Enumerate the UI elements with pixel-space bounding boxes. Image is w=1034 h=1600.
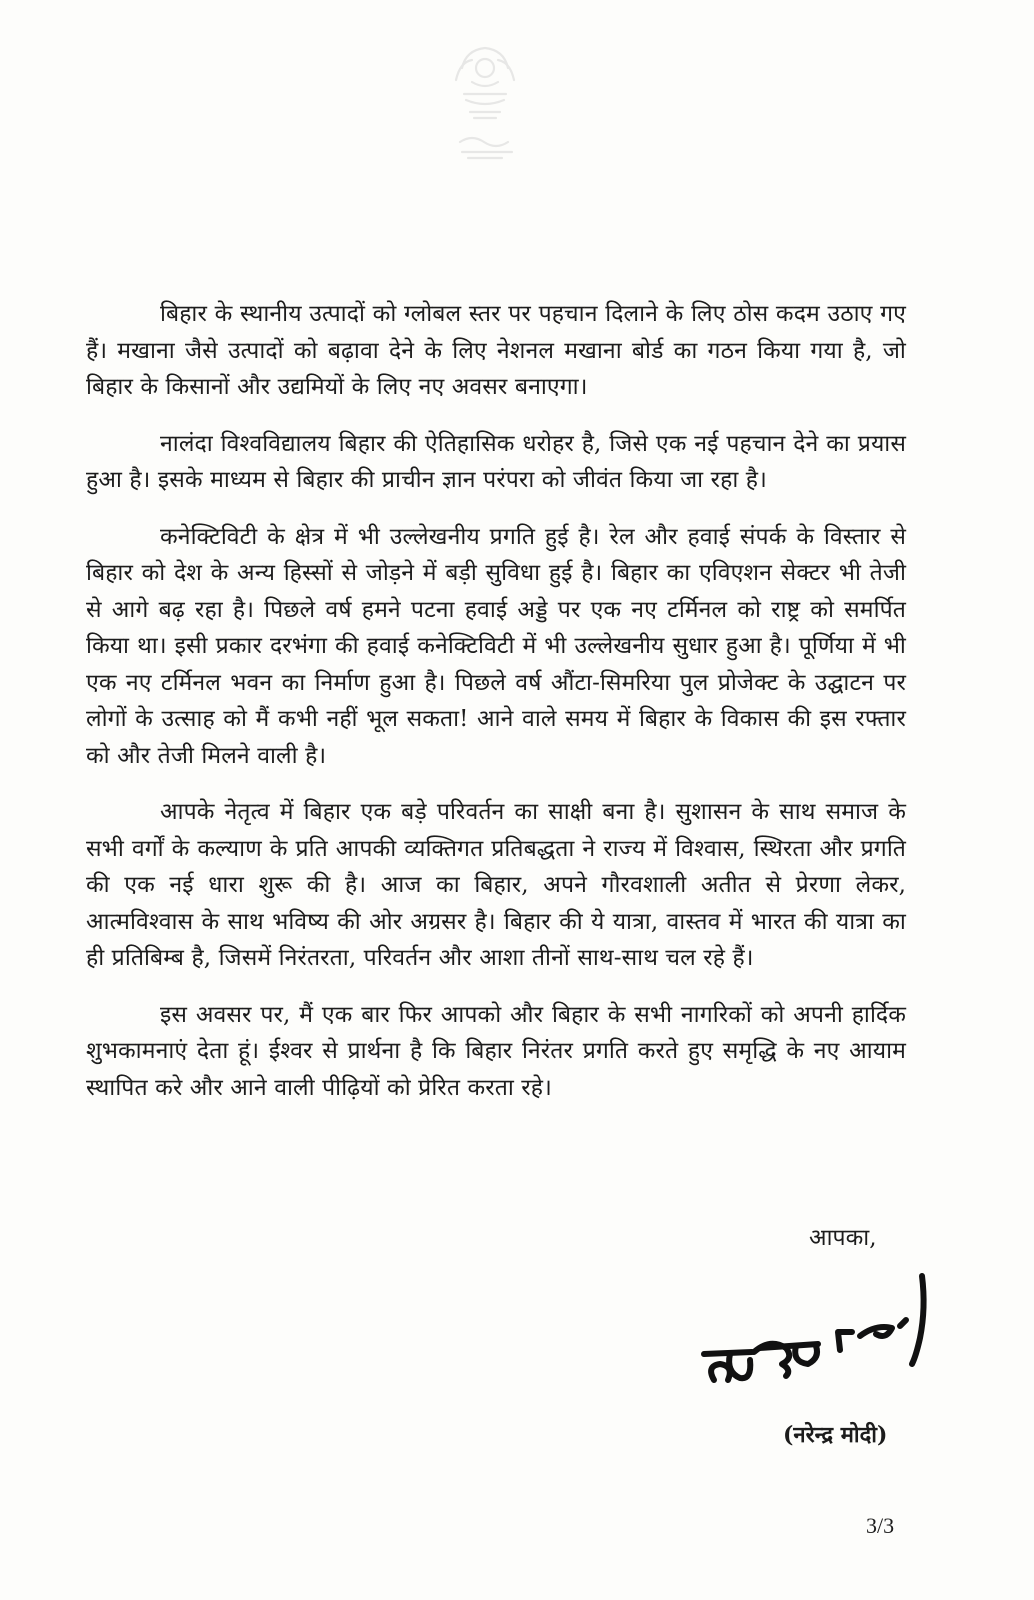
signatory-name: (नरेन्द्र मोदी) <box>783 1422 888 1448</box>
paragraph-wishes: इस अवसर पर, मैं एक बार फिर आपको और बिहार के सभी नागरिकों को अपनी हार्दिक शुभकामनाएं देता हूं। ईश्वर से प्रार्थना है कि बिहार निरंतर प्रगति करते हुए समृद्धि के नए आयाम स्थापित करे और आने वाली पीढ़ियों को प्रेरित करता रहे। <box>86 1001 906 1101</box>
page-number: 3/3 <box>866 1513 895 1538</box>
letter-body <box>86 296 906 1126</box>
handwritten-signature-icon <box>700 1268 950 1398</box>
closing-salutation: आपका, <box>809 1225 877 1251</box>
paragraph-leadership: आपके नेतृत्व में बिहार एक बड़े परिवर्तन का साक्षी बना है। सुशासन के साथ समाज के सभी वर्गों के कल्याण के प्रति आपकी व्यक्तिगत प्रतिबद्धता ने राज्य में विश्वास, स्थिरता और प्रगति की एक नई धारा शुरू की है। आज का बिहार, अपने गौरवशाली अतीत से प्रेरणा लेकर, आत्मविश्वास के साथ भविष्य की ओर अग्रसर है। बिहार की ये यात्रा, वास्तव में भारत की यात्रा का ही प्रतिबिम्ब है, जिसमें निरंतरता, परिवर्तन और आशा तीनों साथ-साथ चल रहे हैं। <box>86 799 906 971</box>
paragraph-connectivity: कनेक्टिविटी के क्षेत्र में भी उल्लेखनीय प्रगति हुई है। रेल और हवाई संपर्क के विस्तार से बिहार को देश के अन्य हिस्सों से जोड़ने में बड़ी सुविधा हुई है। बिहार का एविएशन सेक्टर भी तेजी से आगे बढ़ रहा है। पिछले वर्ष हमने पटना हवाई अड्डे पर एक नए टर्मिनल को राष्ट्र को समर्पित किया था। इसी प्रकार दरभंगा की हवाई कनेक्टिविटी में भी उल्लेखनीय सुधार हुआ है। पूर्णिया में भी एक नए टर्मिनल भवन का निर्माण हुआ है। पिछले वर्ष औंटा-सिमरिया पुल प्रोजेक्ट के उद्घाटन पर लोगों के उत्साह को मैं कभी नहीं भूल सकता! आने वाले समय में बिहार के विकास की इस रफ्तार को और तेजी मिलने वाली है। <box>86 523 906 769</box>
paragraph-local-products: बिहार के स्थानीय उत्पादों को ग्लोबल स्तर पर पहचान दिलाने के लिए ठोस कदम उठाए गए हैं। मखाना जैसे उत्पादों को बढ़ावा देने के लिए नेशनल मखाना बोर्ड का गठन किया गया है, जो बिहार के किसानों और उद्यमियों के लिए नए अवसर बनाएगा। <box>86 301 906 400</box>
state-emblem-icon <box>442 38 528 168</box>
paragraph-nalanda: नालंदा विश्वविद्यालय बिहार की ऐतिहासिक धरोहर है, जिसे एक नई पहचान देने का प्रयास हुआ है। इसके माध्यम से बिहार की प्राचीन ज्ञान परंपरा को जीवंत किया जा रहा है। <box>86 430 906 493</box>
